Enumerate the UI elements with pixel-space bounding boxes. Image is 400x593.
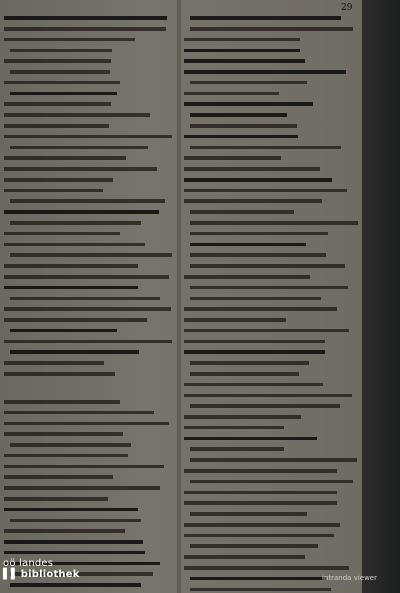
illegible-text <box>190 81 307 85</box>
illegible-text <box>190 264 345 268</box>
directory-entry-line <box>4 361 174 370</box>
directory-entry-line <box>184 92 354 101</box>
directory-entry-line <box>184 167 354 176</box>
directory-entry-line <box>4 400 174 409</box>
illegible-text <box>184 329 349 333</box>
directory-entry-line <box>184 447 354 456</box>
directory-entry-line <box>4 253 174 262</box>
directory-entry-line <box>4 475 174 484</box>
illegible-text <box>10 583 141 587</box>
illegible-text <box>4 432 123 436</box>
directory-entry-line <box>4 307 174 316</box>
illegible-text <box>184 383 323 387</box>
directory-entry-line <box>184 555 354 564</box>
directory-entry-line <box>4 210 174 219</box>
illegible-text <box>184 178 332 182</box>
directory-entry-line <box>4 443 174 452</box>
illegible-text <box>190 210 294 214</box>
illegible-text <box>4 232 120 236</box>
illegible-text <box>4 422 169 426</box>
directory-entry-line <box>184 16 354 25</box>
illegible-text <box>4 400 120 404</box>
illegible-text <box>190 512 307 516</box>
directory-entry-line <box>4 540 174 549</box>
directory-entry-line <box>4 497 174 506</box>
directory-entry-line <box>184 232 354 241</box>
directory-entry-line <box>184 146 354 155</box>
viewer-name: intranda viewer <box>322 574 377 582</box>
illegible-text <box>4 318 147 322</box>
directory-entry-line <box>184 340 354 349</box>
illegible-text <box>190 361 309 365</box>
illegible-text <box>10 92 117 96</box>
directory-entry-line <box>184 372 354 381</box>
illegible-text <box>4 454 128 458</box>
illegible-text <box>184 469 337 473</box>
directory-entry-line <box>4 264 174 273</box>
illegible-text <box>184 350 325 354</box>
directory-entry-line <box>184 102 354 111</box>
directory-entry-line <box>4 27 174 36</box>
illegible-text <box>184 59 305 63</box>
illegible-text <box>190 146 341 150</box>
directory-entry-line <box>184 469 354 478</box>
directory-entry-line <box>4 297 174 306</box>
directory-entry-line <box>184 588 354 593</box>
directory-entry-line <box>184 49 354 58</box>
illegible-text <box>190 124 297 128</box>
illegible-text <box>184 437 317 441</box>
directory-entry-line <box>4 102 174 111</box>
illegible-text <box>190 447 284 451</box>
directory-entry-line <box>184 512 354 521</box>
illegible-text <box>184 70 346 74</box>
directory-entry-line <box>184 199 354 208</box>
directory-entry-line <box>4 519 174 528</box>
directory-entry-line <box>4 232 174 241</box>
directory-entry-line <box>184 81 354 90</box>
directory-entry-line <box>4 81 174 90</box>
illegible-text <box>4 551 145 555</box>
illegible-text <box>4 286 138 290</box>
illegible-text <box>4 307 171 311</box>
illegible-text <box>10 49 112 53</box>
logo-text-line2-label: bibliothek <box>20 569 80 580</box>
illegible-text <box>4 508 138 512</box>
illegible-text <box>190 221 358 225</box>
viewer-margin <box>362 0 400 593</box>
illegible-text <box>4 16 167 20</box>
directory-entry-line <box>184 221 354 230</box>
illegible-text <box>184 135 298 139</box>
directory-entry-line <box>184 404 354 413</box>
logo-text-line1: oö landes <box>3 558 54 569</box>
directory-entry-line <box>184 523 354 532</box>
directory-column-right <box>184 14 354 593</box>
directory-entry-line <box>184 135 354 144</box>
directory-entry-line <box>4 486 174 495</box>
directory-entry-line <box>184 350 354 359</box>
illegible-text <box>4 264 138 268</box>
page-number: 29 <box>341 3 353 13</box>
column-gap <box>4 389 174 398</box>
directory-entry-line <box>4 189 174 198</box>
illegible-text <box>4 27 166 31</box>
illegible-text <box>10 253 172 257</box>
illegible-text <box>190 113 287 117</box>
directory-entry-line <box>4 411 174 420</box>
library-logo <box>3 558 80 580</box>
directory-entry-line <box>4 454 174 463</box>
illegible-text <box>4 167 157 171</box>
directory-entry-line <box>4 113 174 122</box>
directory-entry-line <box>4 350 174 359</box>
directory-entry-line <box>4 156 174 165</box>
illegible-text <box>184 275 310 279</box>
directory-entry-line <box>4 275 174 284</box>
directory-entry-line <box>184 113 354 122</box>
illegible-text <box>184 415 301 419</box>
illegible-text <box>190 544 318 548</box>
illegible-text <box>4 340 172 344</box>
illegible-text <box>184 501 337 505</box>
illegible-text <box>10 443 131 447</box>
directory-entry-line <box>4 508 174 517</box>
directory-entry-line <box>184 426 354 435</box>
directory-entry-line <box>4 286 174 295</box>
directory-entry-line <box>4 221 174 230</box>
illegible-text <box>184 49 300 53</box>
illegible-text <box>190 480 353 484</box>
illegible-text <box>4 465 164 469</box>
directory-entry-line <box>184 544 354 553</box>
illegible-text <box>184 189 347 193</box>
illegible-text <box>4 81 120 85</box>
directory-entry-line <box>184 318 354 327</box>
illegible-text <box>4 497 108 501</box>
directory-entry-line <box>184 156 354 165</box>
illegible-text <box>190 243 306 247</box>
directory-entry-line <box>4 329 174 338</box>
directory-entry-line <box>4 38 174 47</box>
page-gutter <box>177 0 181 593</box>
directory-entry-line <box>184 329 354 338</box>
illegible-text <box>4 275 169 279</box>
directory-entry-line <box>4 243 174 252</box>
directory-entry-line <box>184 243 354 252</box>
directory-entry-line <box>4 432 174 441</box>
directory-entry-line <box>4 92 174 101</box>
directory-entry-line <box>184 458 354 467</box>
illegible-text <box>184 92 279 96</box>
directory-entry-line <box>184 415 354 424</box>
illegible-text <box>4 475 113 479</box>
illegible-text <box>4 529 125 533</box>
directory-entry-line <box>4 59 174 68</box>
directory-entry-line <box>4 340 174 349</box>
illegible-text <box>184 566 349 570</box>
illegible-text <box>184 523 340 527</box>
directory-entry-line <box>184 264 354 273</box>
directory-entry-line <box>184 59 354 68</box>
illegible-text <box>4 59 111 63</box>
illegible-text <box>190 404 340 408</box>
directory-column-left <box>4 14 174 593</box>
directory-entry-line <box>4 167 174 176</box>
illegible-text <box>10 350 139 354</box>
illegible-text <box>184 199 322 203</box>
directory-entry-line <box>184 534 354 543</box>
illegible-text <box>184 491 337 495</box>
illegible-text <box>4 486 160 490</box>
directory-entry-line <box>184 286 354 295</box>
illegible-text <box>190 253 326 257</box>
illegible-text <box>4 189 103 193</box>
illegible-text <box>184 318 286 322</box>
illegible-text <box>184 340 325 344</box>
directory-entry-line <box>4 529 174 538</box>
illegible-text <box>10 199 165 203</box>
illegible-text <box>10 519 141 523</box>
directory-entry-line <box>184 253 354 262</box>
illegible-text <box>184 426 284 430</box>
illegible-text <box>4 156 126 160</box>
illegible-text <box>184 555 305 559</box>
directory-entry-line <box>184 70 354 79</box>
directory-entry-line <box>4 146 174 155</box>
directory-entry-line <box>4 199 174 208</box>
directory-entry-line <box>4 178 174 187</box>
illegible-text <box>190 27 353 31</box>
illegible-text <box>190 577 326 581</box>
directory-entry-line <box>4 422 174 431</box>
illegible-text <box>4 540 143 544</box>
illegible-text <box>190 232 328 236</box>
illegible-text <box>10 329 117 333</box>
illegible-text <box>184 167 320 171</box>
directory-entry-line <box>184 210 354 219</box>
directory-entry-line <box>184 178 354 187</box>
directory-entry-line <box>4 135 174 144</box>
illegible-text <box>4 243 145 247</box>
directory-entry-line <box>184 394 354 403</box>
illegible-text <box>4 38 135 42</box>
directory-entry-line <box>4 124 174 133</box>
illegible-text <box>184 102 313 106</box>
directory-entry-line <box>184 480 354 489</box>
illegible-text <box>10 221 141 225</box>
directory-entry-line <box>4 372 174 381</box>
directory-entry-line <box>184 189 354 198</box>
illegible-text <box>4 361 104 365</box>
illegible-text <box>190 372 299 376</box>
illegible-text <box>184 156 281 160</box>
directory-entry-line <box>184 38 354 47</box>
directory-entry-line <box>184 501 354 510</box>
illegible-text <box>10 70 110 74</box>
directory-entry-line <box>4 49 174 58</box>
illegible-text <box>184 394 352 398</box>
illegible-text <box>190 16 341 20</box>
directory-entry-line <box>184 307 354 316</box>
directory-entry-line <box>4 70 174 79</box>
illegible-text <box>184 534 334 538</box>
illegible-text <box>190 588 331 592</box>
illegible-text <box>190 286 348 290</box>
illegible-text <box>190 297 321 301</box>
directory-entry-line <box>4 318 174 327</box>
illegible-text <box>4 113 150 117</box>
directory-entry-line <box>184 383 354 392</box>
logo-bars-icon: ▌▌ <box>3 569 19 580</box>
illegible-text <box>190 458 357 462</box>
illegible-text <box>184 307 337 311</box>
logo-text-line2 <box>3 569 80 580</box>
illegible-text <box>4 411 154 415</box>
directory-entry-line <box>4 583 174 592</box>
illegible-text <box>10 146 148 150</box>
illegible-text <box>4 135 172 139</box>
directory-entry-line <box>184 27 354 36</box>
illegible-text <box>4 372 115 376</box>
directory-entry-line <box>184 297 354 306</box>
directory-entry-line <box>184 361 354 370</box>
illegible-text <box>4 210 159 214</box>
directory-entry-line <box>4 465 174 474</box>
illegible-text <box>4 124 109 128</box>
illegible-text <box>10 297 160 301</box>
directory-entry-line <box>184 491 354 500</box>
directory-entry-line <box>184 437 354 446</box>
column-gap <box>4 381 174 390</box>
illegible-text <box>184 38 300 42</box>
directory-entry-line <box>184 275 354 284</box>
directory-entry-line <box>184 124 354 133</box>
illegible-text <box>4 102 111 106</box>
illegible-text <box>4 178 113 182</box>
directory-entry-line <box>4 16 174 25</box>
